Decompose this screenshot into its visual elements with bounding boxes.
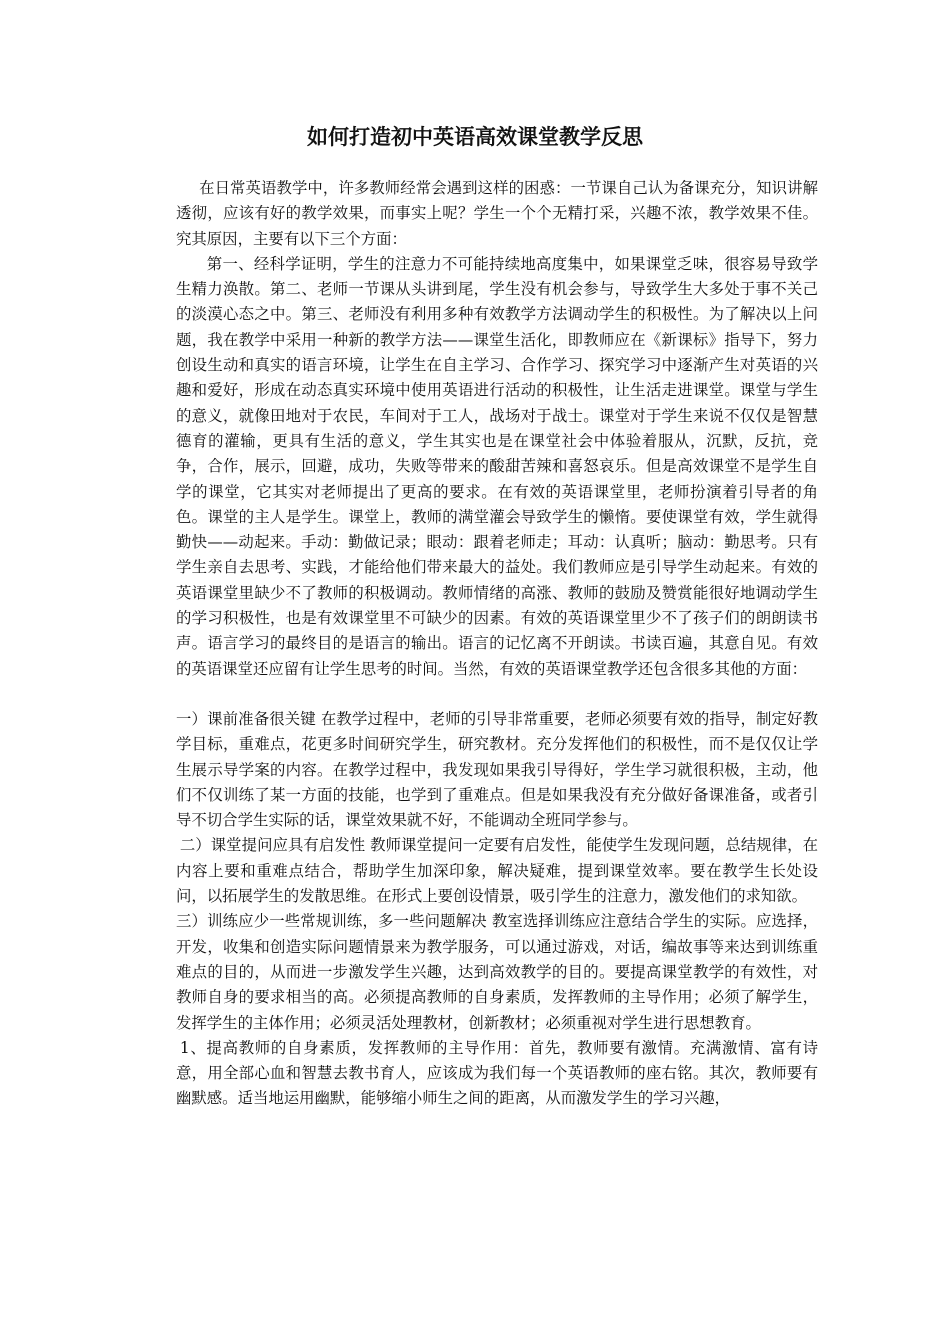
paragraph-point-1: 一）课前准备很关键 在教学过程中，老师的引导非常重要，老师必须要有效的指导，制定好教学目标，重难点，花更多时间研究学生，研究教材。充分发挥他们的积极性，而不是仅仅让学生展示导学案的内容。在教学过程中，我发现如果我引导得好，学生学习就很积极，主动，他们不仅训练了某一方面的技能，也学到了重难点。但是如果我没有充分做好备课准备，或者引导不切合学生实际的话，课堂效果就不好，不能调动全班同学参与。 xyxy=(176,709,818,830)
paragraph-intro: 在日常英语教学中，许多教师经常会遇到这样的困惑：一节课自己认为备课充分，知识讲解透彻，应该有好的教学效果，而事实上呢？学生一个个无精打采，兴趣不浓，教学效果不佳。究其原因，主要有以下三个方面： xyxy=(176,179,818,248)
document-title: 如何打造初中英语高效课堂教学反思 xyxy=(307,124,643,149)
document-body xyxy=(176,176,818,1112)
paragraph-subpoint-1: 1、提高教师的自身素质，发挥教师的主导作用：首先，教师要有激情。充满激情、富有诗意，用全部心血和智慧去教书育人，应该成为我们每一个英语教师的座右铭。其次，教师要有幽默感。适当地运用幽默，能够缩小师生之间的距离，从而激发学生的学习兴趣， xyxy=(176,1038,818,1108)
paragraph-point-3: 三）训练应少一些常规训练，多一些问题解决 教室选择训练应注意结合学生的实际。应选择，开发，收集和创造实际问题情景来为教学服务，可以通过游戏，对话，编故事等来达到训练重难点的目的，从而进一步激发学生兴趣，达到高效教学的目的。要提高课堂教学的有效性，对教师自身的要求相当的高。必须提高教师的自身素质，发挥教师的主导作用；必须了解学生，发挥学生的主体作用；必须灵活处理教材，创新教材；必须重视对学生进行思想教育。 xyxy=(176,912,818,1032)
paragraph-point-2: 二）课堂提问应具有启发性 教师课堂提问一定要有启发性，能使学生发现问题，总结规律，在内容上要和重难点结合，帮助学生加深印象，解决疑难，提到课堂效率。要在教学生长处设问，以拓展学生的发散思维。在形式上要创设情景，吸引学生的注意力，激发他们的求知欲。 xyxy=(176,836,818,906)
paragraph-reasons: 第一、经科学证明，学生的注意力不可能持续地高度集中，如果课堂乏味，很容易导致学生精力涣散。第二、老师一节课从头讲到尾，学生没有机会参与，导致学生大多处于事不关己的淡漠心态之中。第三、老师没有利用多种有效教学方法调动学生的积极性。为了解决以上问题，我在教学中采用一种新的教学方法——课堂生活化，即教师应在《新课标》指导下，努力创设生动和真实的语言环境，让学生在自主学习、合作学习、探究学习中逐渐产生对英语的兴趣和爱好，形成在动态真实环境中使用英语进行活动的积极性，让生活走进课堂。课堂与学生的意义，就像田地对于农民，车间对于工人，战场对于战士。课堂对于学生来说不仅仅是智慧德育的灌输，更具有生活的意义，学生其实也是在课堂社会中体验着服从，沉默，反抗，竞争，合作，展示，回避，成功，失败等带来的酸甜苦辣和喜怒哀乐。但是高效课堂不是学生自学的课堂，它其实对老师提出了更高的要求。在有效的英语课堂里，老师扮演着引导者的角色。课堂的主人是学生。课堂上，教师的满堂灌会导致学生的懒惰。要使课堂有效，学生就得勤快——动起来。手动：勤做记录；眼动：跟着老师走；耳动：认真听；脑动：勤思考。只有学生亲自去思考、实践，才能给他们带来最大的益处。我们教师应是引导学生动起来。有效的英语课堂里缺少不了教师的积极调动。教师情绪的高涨、教师的鼓励及赞赏能很好地调动学生的学习积极性，也是有效课堂里不可缺少的因素。有效的英语课堂里少不了孩子们的朗朗读书声。语言学习的最终目的是语言的输出。语言的记忆离不开朗读。书读百遍，其意自见。有效的英语课堂还应留有让学生思考的时间。当然，有效的英语课堂教学还包含很多其他的方面： xyxy=(176,254,818,678)
